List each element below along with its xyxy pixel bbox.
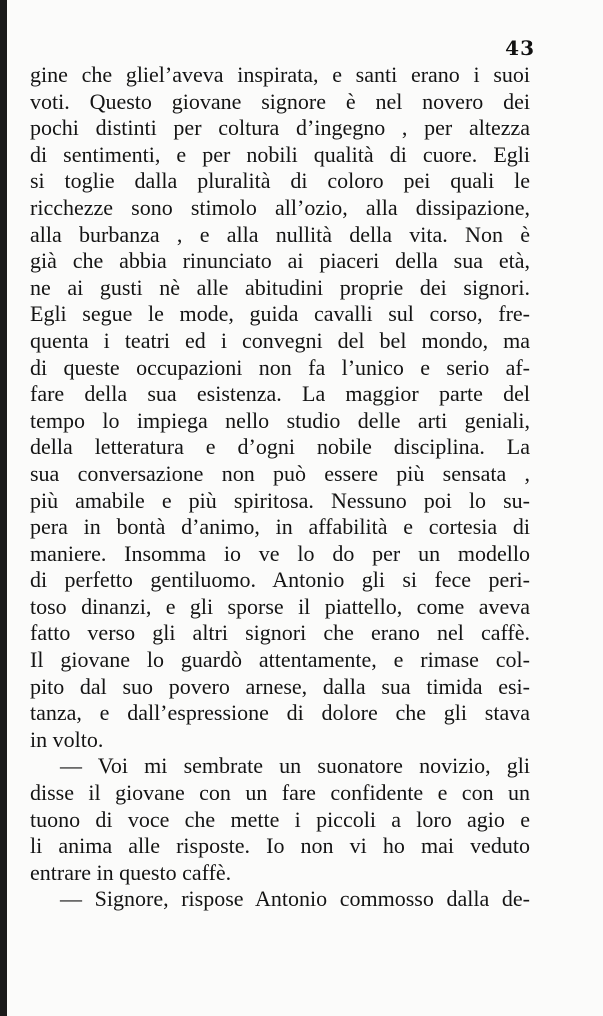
text-line: gine che gliel’aveva inspirata, e santi erano i suoi <box>30 62 530 87</box>
text-line: — Voi mi sembrate un suonatore novizio, gli <box>60 753 530 779</box>
text-line: li anima alle risposte. Io non vi ho mai veduto <box>30 833 530 859</box>
text-line: maniere. Insomma io ve lo do per un modello <box>30 540 530 566</box>
text-line: di sentimenti, e per nobili qualità di cuore. Egli <box>30 141 530 167</box>
text-line: Egli segue le mode, guida cavalli sul corso, fre- <box>30 301 530 327</box>
text-line: in volto. <box>30 726 104 752</box>
text-line: voti. Questo giovane signore è nel novero dei <box>30 88 530 114</box>
text-line: pera in bontà d’animo, in affabilità e cortesia di <box>30 514 530 540</box>
text-line: toso dinanzi, e gli sporse il piattello, come aveva <box>30 593 530 619</box>
text-line: Il giovane lo guardò attentamente, e rimase col- <box>30 647 530 673</box>
text-line: ricchezze sono stimolo all’ozio, alla dissipazione, <box>30 194 530 220</box>
text-line: sua conversazione non può essere più sensata , <box>30 460 530 486</box>
text-line: più amabile e più spiritosa. Nessuno poi lo su- <box>30 487 530 513</box>
text-line: tuono di voce che mette i piccoli a loro agio e <box>30 806 530 832</box>
text-line: della letteratura e d’ogni nobile disciplina. La <box>30 434 530 460</box>
text-line: si toglie dalla pluralità di coloro pei quali le <box>30 168 530 194</box>
text-line: — Signore, rispose Antonio commosso dalla de- <box>60 886 530 912</box>
page-edge-shadow <box>0 0 7 1016</box>
text-line: fatto verso gli altri signori che erano nel caffè. <box>30 620 530 646</box>
text-line: alla burbanza , e alla nullità della vita. Non è <box>30 221 530 247</box>
body-text <box>30 62 530 913</box>
text-line: di perfetto gentiluomo. Antonio gli si fece peri- <box>30 567 530 593</box>
text-line: già che abbia rinunciato ai piaceri della sua età, <box>30 248 530 274</box>
text-line: ne ai gusti nè alle abitudini proprie dei signori. <box>30 274 530 300</box>
text-line: entrare in questo caffè. <box>30 859 232 885</box>
text-line: pito dal suo povero arnese, dalla sua timida esi- <box>30 673 530 699</box>
text-line: pochi distinti per coltura d’ingegno , per altezza <box>30 115 530 141</box>
text-line: disse il giovane con un fare confidente e con un <box>30 780 530 806</box>
page-number: 43 <box>505 36 535 60</box>
text-line: tanza, e dall’espressione di dolore che gli stava <box>30 700 530 726</box>
text-line: fare della sua esistenza. La maggior parte del <box>30 381 530 407</box>
text-line: tempo lo impiega nello studio delle arti geniali, <box>30 407 530 433</box>
text-line: di queste occupazioni non fa l’unico e serio af- <box>30 354 530 380</box>
text-line: quenta i teatri ed i convegni del bel mondo, ma <box>30 327 530 353</box>
